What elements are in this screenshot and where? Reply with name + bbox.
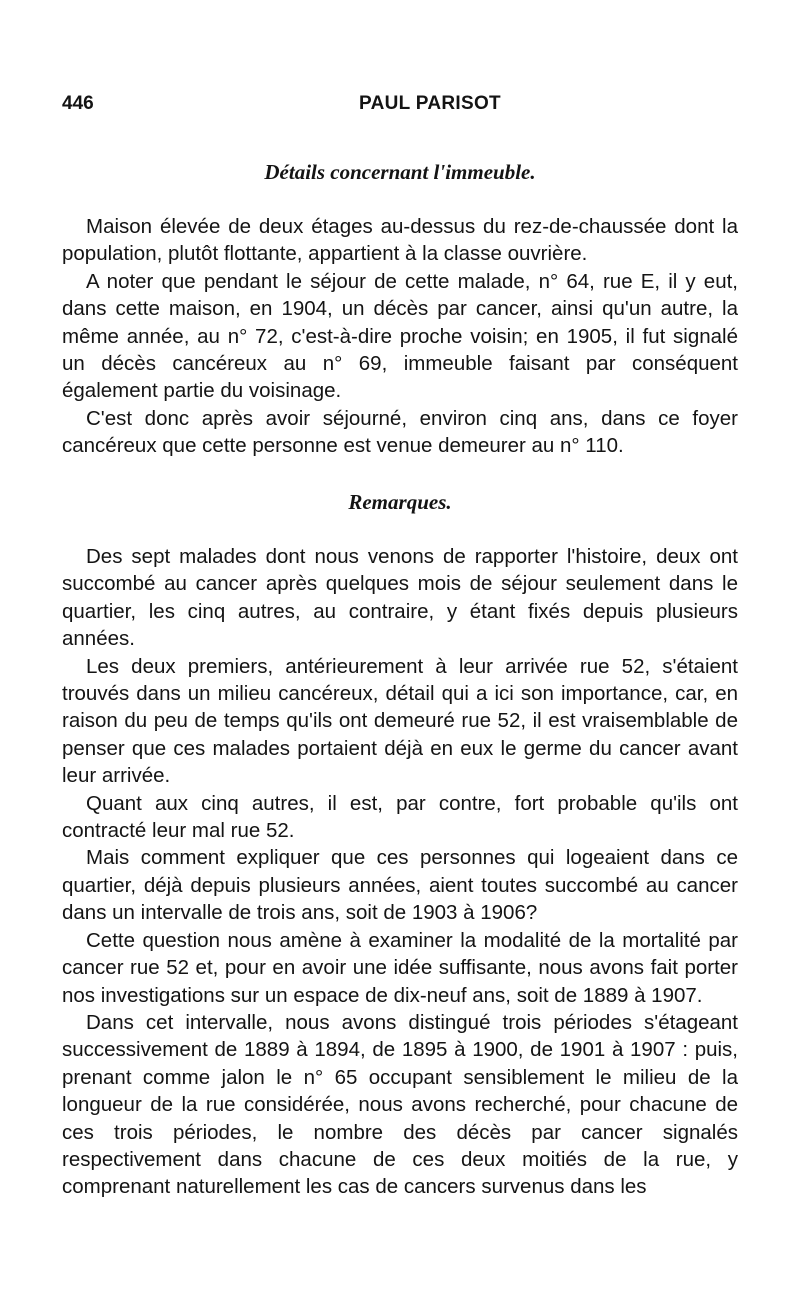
section-body-details (62, 213, 738, 460)
paragraph: Maison élevée de deux étages au-dessus du rez-de-chaussée dont la population, plutôt flottante, appartient à la classe ouvrière. (62, 215, 738, 266)
paragraph: Cette question nous amène à examiner la modalité de la mortalité par cancer rue 52 et, pour en avoir une idée suffisante, nous avons fait porter nos investigations sur un espace de dix-neuf ans, soit de 1889 à 1907. (62, 928, 738, 1007)
section-heading-details: Détails concernant l'immeuble. (264, 160, 536, 184)
paragraph: A noter que pendant le séjour de cette malade, n° 64, rue E, il y eut, dans cette maison, en 1904, un décès par cancer, ainsi qu'un autre, la même année, au n° 72, c'est-à-dire proche voisin; en 1905, il fut signalé un décès cancéreux au n° 69, immeuble faisant par conséquent également partie du voisinage. (62, 269, 738, 403)
section-heading-remarques: Remarques. (348, 490, 452, 514)
paragraph: C'est donc après avoir séjourné, environ cinq ans, dans ce foyer cancéreux que cette personne est venue demeurer au n° 110. (62, 406, 738, 458)
running-head: PAUL PARISOT (359, 93, 501, 114)
section-body-remarques (62, 543, 738, 1201)
page-number: 446 (62, 93, 94, 114)
page-header (62, 93, 738, 123)
paragraph: Des sept malades dont nous venons de rapporter l'histoire, deux ont succombé au cancer après quelques mois de séjour seulement dans le quartier, les cinq autres, au contraire, y étant fixés depuis plusieurs années. (62, 545, 738, 651)
paragraph: Les deux premiers, antérieurement à leur arrivée rue 52, s'étaient trouvés dans un milieu cancéreux, détail qui a ici son importance, car, en raison du peu de temps qu'ils ont demeuré rue 52, il est vraisemblable de penser que ces malades portaient déjà en eux le germe du cancer avant leur arrivée. (62, 654, 738, 788)
paragraph: Mais comment expliquer que ces personnes qui logeaient dans ce quartier, déjà depuis plusieurs années, aient toutes succombé au cancer dans un intervalle de trois ans, soit de 1903 à 1906? (62, 846, 738, 925)
paragraph: Dans cet intervalle, nous avons distingué trois périodes s'étageant successivement de 1889 à 1894, de 1895 à 1900, de 1901 à 1907 : puis, prenant comme jalon le n° 65 occupant sensiblement le milieu de la longueur de la rue considérée, nous avons recherché, pour chacune de ces trois périodes, le nombre des décès par cancer signalés respectivement dans chacune de ces deux moitiés de la rue, y comprenant naturellement les cas de cancers survenus dans les (62, 1010, 738, 1199)
paragraph: Quant aux cinq autres, il est, par contre, fort probable qu'ils ont contracté leur mal rue 52. (62, 791, 738, 843)
